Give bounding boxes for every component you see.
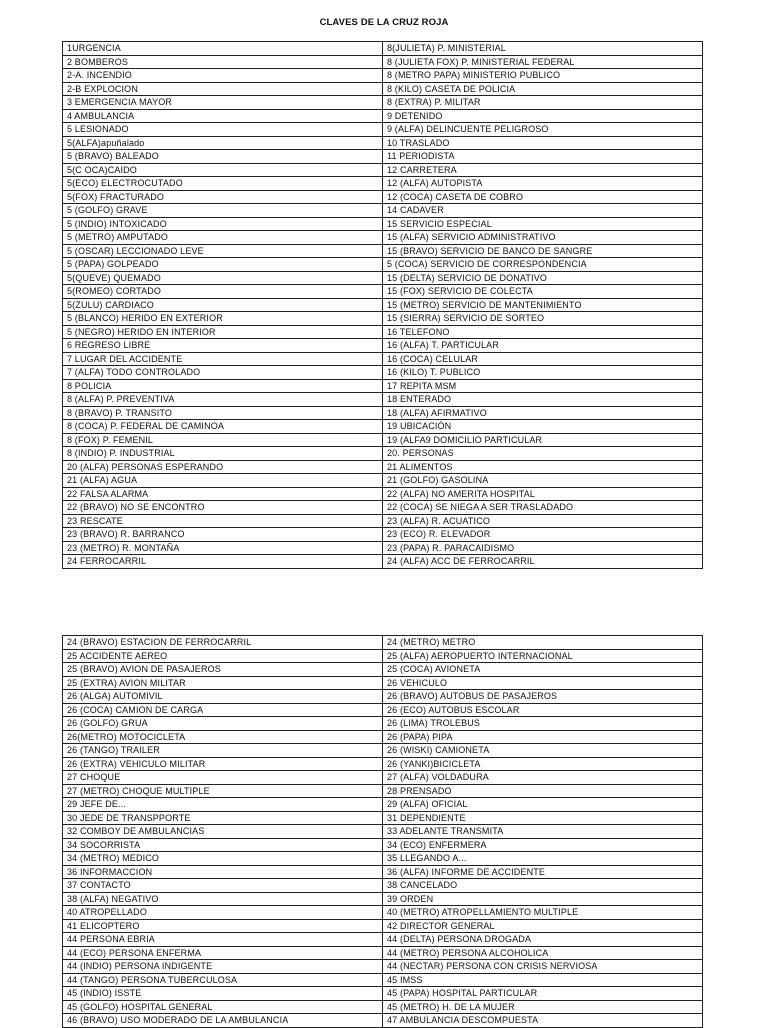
- code-cell-right: 20. PERSONAS: [383, 447, 703, 461]
- table-row: [63, 825, 703, 839]
- table-row: [63, 649, 703, 663]
- table-row: [63, 55, 703, 69]
- table-row: [63, 244, 703, 258]
- code-cell-right: 8 (METRO PAPA) MINISTERIO PUBLICO: [383, 69, 703, 83]
- code-cell-left: 5 LESIONADO: [63, 123, 383, 137]
- code-cell-right: 8 (KILO) CASETA DE POLICIA: [383, 82, 703, 96]
- table-row: [63, 420, 703, 434]
- code-cell-right: 8 (EXTRA) P. MILITAR: [383, 96, 703, 110]
- code-cell-right: 24 (ALFA) ACC DE FERROCARRIL: [383, 555, 703, 569]
- code-cell-right: 26 (PAPA) PIPA: [383, 730, 703, 744]
- code-cell-right: 24 (METRO) METRO: [383, 636, 703, 650]
- code-cell-right: 42 DIRECTOR GENERAL: [383, 919, 703, 933]
- table-row: [63, 366, 703, 380]
- code-cell-left: 5(ROMEO) CORTADO: [63, 285, 383, 299]
- table-row: [63, 96, 703, 110]
- document-title: CLAVES DE LA CRUZ ROJA: [319, 17, 449, 28]
- code-cell-right: 11 PERIODISTA: [383, 150, 703, 164]
- table-row: [63, 838, 703, 852]
- code-cell-left: 27 (METRO) CHOQUE MULTIPLE: [63, 784, 383, 798]
- table-row: [63, 312, 703, 326]
- code-cell-right: 44 (METRO) PERSONA ALCOHOLICA: [383, 946, 703, 960]
- table-row: [63, 150, 703, 164]
- table-row: [63, 703, 703, 717]
- table-row: [63, 528, 703, 542]
- code-cell-right: 15 (DELTA) SERVICIO DE DONATIVO: [383, 271, 703, 285]
- code-cell-right: 19 (ALFA9 DOMICILIO PARTICULAR: [383, 433, 703, 447]
- code-cell-left: 23 (METRO) R. MONTAÑA: [63, 541, 383, 555]
- code-cell-right: 31 DEPENDIENTE: [383, 811, 703, 825]
- code-cell-left: 5(C OCA)CAIDO: [63, 163, 383, 177]
- table-row: [63, 919, 703, 933]
- code-cell-right: 15 (BRAVO) SERVICIO DE BANCO DE SANGRE: [383, 244, 703, 258]
- code-cell-right: 22 (ALFA) NO AMERITA HOSPITAL: [383, 487, 703, 501]
- table-row: [63, 474, 703, 488]
- code-cell-left: 24 FERROCARRIL: [63, 555, 383, 569]
- code-cell-right: 28 PRENSADO: [383, 784, 703, 798]
- table-row: [63, 285, 703, 299]
- table-row: [63, 541, 703, 555]
- code-cell-right: 16 (ALFA) T. PARTICULAR: [383, 339, 703, 353]
- code-cell-right: 23 (ECO) R. ELEVADOR: [383, 528, 703, 542]
- code-cell-left: 25 (BRAVO) AVION DE PASAJEROS: [63, 663, 383, 677]
- code-cell-right: 26 (ECO) AUTOBUS ESCOLAR: [383, 703, 703, 717]
- code-cell-left: 26 (GOLFO) GRUA: [63, 717, 383, 731]
- code-cell-right: 21 ALIMENTOS: [383, 460, 703, 474]
- table-row: [63, 190, 703, 204]
- code-cell-left: 38 (ALFA) NEGATIVO: [63, 892, 383, 906]
- table-row: [63, 933, 703, 947]
- code-cell-left: 8 (FOX) P. FEMENIL: [63, 433, 383, 447]
- code-cell-right: 44 (DELTA) PERSONA DROGADA: [383, 933, 703, 947]
- code-cell-left: 5(ZULU) CARDIACO: [63, 298, 383, 312]
- code-cell-right: 45 IMSS: [383, 973, 703, 987]
- table-row: [63, 460, 703, 474]
- code-cell-right: 33 ADELANTE TRANSMITA: [383, 825, 703, 839]
- code-cell-left: 5 (PAPA) GOLPEADO: [63, 258, 383, 272]
- code-cell-right: 5 (COCA) SERVICIO DE CORRESPONDENCIA: [383, 258, 703, 272]
- code-cell-left: 2 BOMBEROS: [63, 55, 383, 69]
- code-cell-right: 26 (LIMA) TROLEBUS: [383, 717, 703, 731]
- table-row: [63, 217, 703, 231]
- code-cell-right: 47 AMBULANCIA DESCOMPUESTA: [383, 1014, 703, 1028]
- code-cell-left: 7 (ALFA) TODO CONTROLADO: [63, 366, 383, 380]
- table-row: [63, 757, 703, 771]
- code-cell-right: 22 (COCA) SE NIEGA A SER TRASLADADO: [383, 501, 703, 515]
- code-cell-left: 5 (GOLFO) GRAVE: [63, 204, 383, 218]
- table-row: [63, 163, 703, 177]
- code-cell-right: 8 (JULIETA FOX) P. MINISTERIAL FEDERAL: [383, 55, 703, 69]
- table-row: [63, 393, 703, 407]
- code-cell-left: 8 (BRAVO) P. TRANSITO: [63, 406, 383, 420]
- code-cell-right: 36 (ALFA) INFORME DE ACCIDENTE: [383, 865, 703, 879]
- code-cell-left: 26 (TANGO) TRAILER: [63, 744, 383, 758]
- code-cell-right: 16 (COCA) CELULAR: [383, 352, 703, 366]
- code-cell-left: 22 FALSA ALARMA: [63, 487, 383, 501]
- code-cell-left: 5 (BRAVO) BALEADO: [63, 150, 383, 164]
- table-row: [63, 717, 703, 731]
- table-row: [63, 433, 703, 447]
- code-cell-right: 15 (SIERRA) SERVICIO DE SORTEO: [383, 312, 703, 326]
- code-cell-left: 26(METRO) MOTOCICLETA: [63, 730, 383, 744]
- code-cell-left: 8 POLICIA: [63, 379, 383, 393]
- code-cell-right: 38 CANCELADO: [383, 879, 703, 893]
- code-cell-right: 21 (GOLFO) GASOLINA: [383, 474, 703, 488]
- code-cell-left: 4 AMBULANCIA: [63, 109, 383, 123]
- table-row: [63, 1014, 703, 1028]
- code-cell-right: 12 CARRETERA: [383, 163, 703, 177]
- table-row: [63, 42, 703, 56]
- code-cell-right: 26 (BRAVO) AUTOBUS DE PASAJEROS: [383, 690, 703, 704]
- code-cell-left: 23 RESCATE: [63, 514, 383, 528]
- code-cell-left: 44 PERSONA EBRIA: [63, 933, 383, 947]
- code-cell-right: 12 (COCA) CASETA DE COBRO: [383, 190, 703, 204]
- code-cell-right: 18 (ALFA) AFIRMATIVO: [383, 406, 703, 420]
- table-row: [63, 339, 703, 353]
- table-row: [63, 946, 703, 960]
- table-row: [63, 231, 703, 245]
- code-cell-left: 27 CHOQUE: [63, 771, 383, 785]
- code-cell-left: 26 (COCA) CAMION DE CARGA: [63, 703, 383, 717]
- code-cell-left: 8 (ALFA) P. PREVENTIVA: [63, 393, 383, 407]
- code-cell-left: 6 REGRESO LIBRE: [63, 339, 383, 353]
- code-cell-right: 8(JULIETA) P. MINISTERIAL: [383, 42, 703, 56]
- code-cell-right: 18 ENTERADO: [383, 393, 703, 407]
- code-cell-left: 5 (OSCAR) LECCIONADO LEVE: [63, 244, 383, 258]
- code-cell-right: 9 DETENIDO: [383, 109, 703, 123]
- table-row: [63, 379, 703, 393]
- code-cell-right: 40 (METRO) ATROPELLAMIENTO MULTIPLE: [383, 906, 703, 920]
- table-row: [63, 406, 703, 420]
- code-cell-left: 20 (ALFA) PERSONAS ESPERANDO: [63, 460, 383, 474]
- code-cell-left: 25 ACCIDENTE AEREO: [63, 649, 383, 663]
- code-cell-right: 19 UBICACIÓN: [383, 420, 703, 434]
- table-row: [63, 352, 703, 366]
- code-cell-right: 29 (ALFA) OFICIAL: [383, 798, 703, 812]
- code-cell-left: 25 (EXTRA) AVION MILITAR: [63, 676, 383, 690]
- code-cell-left: 24 (BRAVO) ESTACION DE FERROCARRIL: [63, 636, 383, 650]
- code-cell-right: 10 TRASLADO: [383, 136, 703, 150]
- codes-table-1: [62, 41, 703, 569]
- table-row: [63, 987, 703, 1001]
- table-row: [63, 906, 703, 920]
- codes-table-2-body: [63, 636, 703, 1028]
- code-cell-right: 23 (ALFA) R. ACUATICO: [383, 514, 703, 528]
- table-row: [63, 123, 703, 137]
- code-cell-left: 5 (BLANCO) HERIDO EN EXTERIOR: [63, 312, 383, 326]
- code-cell-left: 34 (METRO) MEDICO: [63, 852, 383, 866]
- table-row: [63, 487, 703, 501]
- table-row: [63, 811, 703, 825]
- table-row: [63, 69, 703, 83]
- code-cell-left: 45 (INDIO) ISSTE: [63, 987, 383, 1001]
- table-row: [63, 960, 703, 974]
- table-row: [63, 663, 703, 677]
- code-cell-left: 8 (INDIO) P. INDUSTRIAL: [63, 447, 383, 461]
- code-cell-right: 25 (COCA) AVIONETA: [383, 663, 703, 677]
- code-cell-right: 15 SERVICIO ESPECIAL: [383, 217, 703, 231]
- table-row: [63, 109, 703, 123]
- code-cell-right: 26 (WISKI) CAMIONETA: [383, 744, 703, 758]
- code-cell-right: 45 (METRO) H. DE LA MUJER: [383, 1000, 703, 1014]
- table-row: [63, 730, 703, 744]
- code-cell-right: 12 (ALFA) AUTOPISTA: [383, 177, 703, 191]
- table-row: [63, 744, 703, 758]
- code-cell-left: 34 SOCORRISTA: [63, 838, 383, 852]
- code-cell-left: 29 JEFE DE...: [63, 798, 383, 812]
- code-cell-right: 23 (PAPA) R. PARACAIDISMO: [383, 541, 703, 555]
- code-cell-right: 44 (NECTAR) PERSONA CON CRISIS NERVIOSA: [383, 960, 703, 974]
- code-cell-right: 16 TELEFONO: [383, 325, 703, 339]
- table-row: [63, 325, 703, 339]
- code-cell-right: 26 (YANKI)BICICLETA: [383, 757, 703, 771]
- code-cell-left: 36 INFORMACCION: [63, 865, 383, 879]
- table-row: [63, 798, 703, 812]
- table-row: [63, 676, 703, 690]
- code-cell-left: 26 (ALGA) AUTOMIVIL: [63, 690, 383, 704]
- code-cell-right: 15 (METRO) SERVICIO DE MANTENIMIENTO: [383, 298, 703, 312]
- code-cell-left: 2-B EXPLOCION: [63, 82, 383, 96]
- code-cell-right: 15 (FOX) SERVICIO DE COLECTA: [383, 285, 703, 299]
- code-cell-right: 16 (KILO) T. PUBLICO: [383, 366, 703, 380]
- table-row: [63, 973, 703, 987]
- code-cell-left: 5 (INDIO) INTOXICADO: [63, 217, 383, 231]
- code-cell-right: 27 (ALFA) VOLDADURA: [383, 771, 703, 785]
- codes-table-1-body: [63, 42, 703, 569]
- table-row: [63, 136, 703, 150]
- table-row: [63, 204, 703, 218]
- table-row: [63, 771, 703, 785]
- table-row: [63, 555, 703, 569]
- code-cell-right: 14 CADAVER: [383, 204, 703, 218]
- code-cell-left: 3 EMERGENCIA MAYOR: [63, 96, 383, 110]
- code-cell-left: 44 (ECO) PERSONA ENFERMA: [63, 946, 383, 960]
- code-cell-right: 34 (ECO) ENFERMERA: [383, 838, 703, 852]
- code-cell-left: 5 (METRO) AMPUTADO: [63, 231, 383, 245]
- table-row: [63, 501, 703, 515]
- code-cell-left: 5(FOX) FRACTURADO: [63, 190, 383, 204]
- code-cell-left: 5(ALFA)apuñalado: [63, 136, 383, 150]
- table-row: [63, 879, 703, 893]
- code-cell-right: 17 REPITA MSM: [383, 379, 703, 393]
- table-row: [63, 1000, 703, 1014]
- table-row: [63, 177, 703, 191]
- table-row: [63, 82, 703, 96]
- code-cell-left: 44 (TANGO) PERSONA TUBERCULOSA: [63, 973, 383, 987]
- code-cell-left: 7 LUGAR DEL ACCIDENTE: [63, 352, 383, 366]
- code-cell-left: 5(ECO) ELECTROCUTADO: [63, 177, 383, 191]
- code-cell-right: 26 VEHICULO: [383, 676, 703, 690]
- code-cell-left: 22 (BRAVO) NO SE ENCONTRO: [63, 501, 383, 515]
- table-row: [63, 690, 703, 704]
- code-cell-right: 9 (ALFA) DELINCUENTE PELIGROSO: [383, 123, 703, 137]
- code-cell-right: 25 (ALFA) AEROPUERTO INTERNACIONAL: [383, 649, 703, 663]
- code-cell-left: 5(QUEVE) QUEMADO: [63, 271, 383, 285]
- code-cell-left: 1URGENCIA: [63, 42, 383, 56]
- code-cell-left: 40 ATROPELLADO: [63, 906, 383, 920]
- code-cell-left: 8 (COCA) P. FEDERAL DE CAMINOA: [63, 420, 383, 434]
- table-row: [63, 636, 703, 650]
- table-row: [63, 784, 703, 798]
- table-row: [63, 892, 703, 906]
- code-cell-right: 15 (ALFA) SERVICIO ADMINISTRATIVO: [383, 231, 703, 245]
- code-cell-left: 26 (EXTRA) VEHICULO MILITAR: [63, 757, 383, 771]
- code-cell-left: 30 JEDE DE TRANSPPORTE: [63, 811, 383, 825]
- code-cell-left: 21 (ALFA) AGUA: [63, 474, 383, 488]
- table-row: [63, 298, 703, 312]
- code-cell-right: 35 LLEGANDO A...: [383, 852, 703, 866]
- code-cell-left: 44 (INDIO) PERSONA INDIGENTE: [63, 960, 383, 974]
- table-row: [63, 865, 703, 879]
- code-cell-left: 37 CONTACTO: [63, 879, 383, 893]
- codes-table-2: [62, 635, 703, 1028]
- code-cell-left: 5 (NEGRO) HERIDO EN INTERIOR: [63, 325, 383, 339]
- table-row: [63, 447, 703, 461]
- code-cell-left: 45 (GOLFO) HOSPITAL GENERAL: [63, 1000, 383, 1014]
- table-row: [63, 514, 703, 528]
- table-row: [63, 852, 703, 866]
- table-row: [63, 258, 703, 272]
- code-cell-left: 32 COMBOY DE AMBULANCIAS: [63, 825, 383, 839]
- code-cell-left: 2-A. INCENDIO: [63, 69, 383, 83]
- table-row: [63, 271, 703, 285]
- code-cell-left: 41 ELICOPTERO: [63, 919, 383, 933]
- code-cell-left: 46 (BRAVO) USO MODERADO DE LA AMBULANCIA: [63, 1014, 383, 1028]
- code-cell-right: 39 ORDEN: [383, 892, 703, 906]
- code-cell-right: 45 (PAPA) HOSPITAL PARTICULAR: [383, 987, 703, 1001]
- code-cell-left: 23 (BRAVO) R. BARRANCO: [63, 528, 383, 542]
